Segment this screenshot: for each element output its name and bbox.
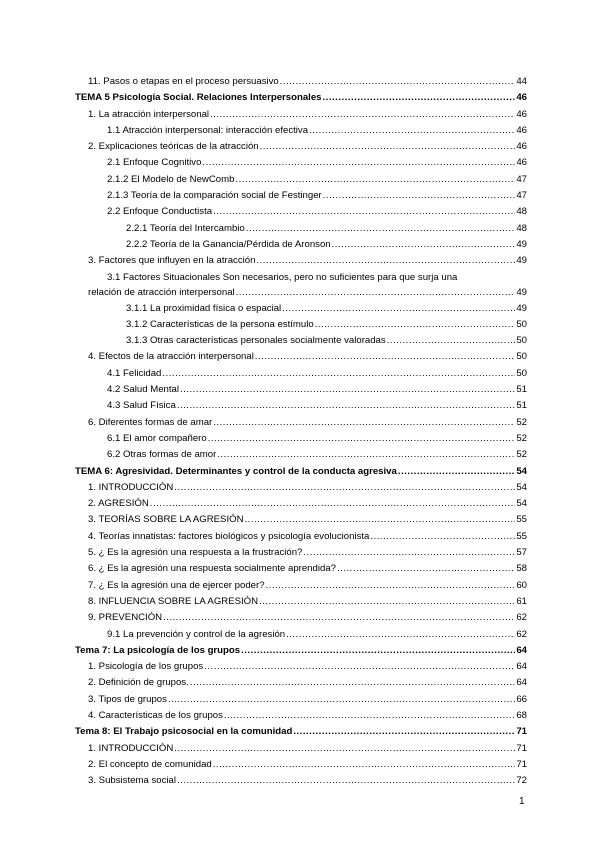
toc-entry[interactable] [75,757,527,773]
toc-entry-text: 9.1 La prevención y control de la agresión [107,628,286,640]
dot-leader [266,578,516,594]
toc-entry[interactable] [75,253,527,269]
toc-entry[interactable] [75,415,527,431]
dot-leader [217,447,515,463]
toc-page-number: 62 [516,612,527,624]
dot-leader [213,415,515,431]
dot-leader [177,773,515,789]
toc-entry-text: 11. Pasos o etapas en el proceso persuasivo [88,76,279,87]
dot-leader [174,741,515,757]
toc-page-number: 46 [516,108,527,120]
toc-page-number: 55 [516,514,527,526]
dot-leader [177,398,516,414]
toc-page-number: 49 [516,255,527,267]
toc-entry-text: 3.1 Factores Situacionales Son necesarios, pero no suficientes para que surja una [107,271,458,283]
dot-leader [202,155,515,171]
toc-page-number: 54 [516,465,527,477]
page-number: 1 [519,796,525,807]
dot-leader [309,123,515,139]
toc-entry[interactable] [75,480,527,496]
toc-page-number: 61 [516,595,527,607]
toc-page-number: 46 [516,92,527,104]
toc-entry-text: 4.2 Salud Mental [107,384,179,396]
toc-entry-text: 6. ¿ Es la agresión una respuesta socialmente aprendida? [88,563,336,575]
dot-leader [323,90,516,106]
toc-entry-text: 2. El concepto de comunidad [88,758,212,770]
toc-entry[interactable] [75,349,527,365]
dot-leader [236,285,516,301]
toc-page-number: 71 [516,742,527,754]
toc-page-number: 55 [516,530,527,542]
dot-leader [255,349,515,365]
dot-leader [370,529,515,545]
toc-page-number: 50 [516,351,527,363]
toc-page-number: 52 [516,449,527,461]
toc-page-number: 50 [516,367,527,379]
toc-page-number: 50 [516,335,527,347]
toc-page-number: 46 [516,141,527,153]
dot-leader [245,512,516,528]
dot-leader [280,74,516,90]
dot-leader [174,480,515,496]
toc-page-number: 64 [516,644,527,656]
toc-page-number: 57 [516,547,527,559]
toc-entry[interactable] [75,545,527,561]
toc-entry[interactable] [75,221,527,237]
toc-entry-text: 6.2 Otras formas de amor [107,449,217,461]
toc-page-number: 60 [516,579,527,591]
toc-entry-text: 9. PREVENCIÓN [88,612,163,624]
toc-entry-text: 6. Diferentes formas de amar [88,416,213,428]
toc-entry-text: 2. AGRESIÓN [88,498,149,510]
toc-page-number: 58 [516,563,527,575]
toc-entry[interactable] [75,578,527,594]
toc-entry-text-cont: relación de atracción interpersonal [88,287,235,299]
toc-entry-text: 2. Definición de grupos. [88,677,189,689]
toc-entry[interactable] [75,561,527,577]
toc-entry[interactable] [75,155,527,171]
dot-leader [168,692,515,708]
dot-leader [235,172,515,188]
toc-entry[interactable] [75,398,527,414]
toc-entry[interactable] [75,333,527,349]
toc-page-number: 62 [516,628,527,640]
toc-entry-text: TEMA 5 Psicología Social. Relaciones Interpersonales [75,92,322,104]
toc-entry[interactable] [75,188,527,204]
toc-entry[interactable] [75,659,527,675]
toc-entry-text: 4.3 Salud Física [107,400,176,412]
toc-chapter-entry[interactable] [75,724,527,740]
toc-entry-text: 1. INTRODUCCIÓN [88,742,174,754]
toc-entry-text: TEMA 6: Agresividad. Determinantes y control de la conducta agresiva [75,465,397,477]
toc-entry[interactable] [75,447,527,463]
toc-entry-text: 4. Teorías innatistas: factores biológicos y psicología evolucionista [88,530,370,542]
toc-entry[interactable] [75,675,527,691]
toc-entry[interactable] [75,594,527,610]
toc-entry-text: 7. ¿ Es la agresión una de ejercer poder? [88,579,265,591]
dot-leader [190,675,516,691]
toc-entry[interactable] [75,270,527,301]
toc-page-number: 49 [516,302,527,314]
toc-page-number: 47 [516,173,527,185]
dot-leader [241,643,515,659]
toc-entry-text: 3.1.1 La proximidad física o espacial [126,302,282,314]
toc-entry-text: 2.1 Enfoque Cognitivo [107,157,202,169]
dot-leader [213,204,515,220]
dot-leader [332,237,516,253]
toc-entry[interactable] [75,107,527,123]
toc-entry-text: 3. Factores que influyen en la atracción [88,255,256,267]
toc-entry[interactable] [75,317,527,333]
toc-entry[interactable] [75,204,527,220]
toc-page-number: 71 [516,758,527,770]
toc-page-number: 72 [516,775,527,787]
toc-entry[interactable] [75,301,527,317]
toc-entry-text: 1. INTRODUCCIÓN [88,481,174,493]
toc-entry-text: 3. Subsistema social [88,775,176,787]
toc-entry[interactable] [75,382,527,398]
toc-entry[interactable] [75,237,527,253]
toc-entry-text: 1. Psicología de los grupos [88,661,204,673]
dot-leader [398,464,515,480]
toc-entry-text: 4.1 Felicidad [107,367,162,379]
toc-page-number: 66 [516,693,527,705]
toc-entry-text: 4. Características de los grupos [88,709,223,721]
toc-page-number: 54 [516,498,527,510]
dot-leader [204,659,515,675]
toc-entry[interactable] [75,366,527,382]
toc-entry[interactable] [75,172,527,188]
toc-page-number: 71 [516,726,527,738]
toc-page-number: 64 [516,677,527,689]
dot-leader [387,333,516,349]
toc-page-number: 68 [516,709,527,721]
toc-entry[interactable] [75,692,527,708]
dot-leader [303,545,515,561]
toc-page-number: 50 [516,318,527,330]
toc-chapter-entry[interactable] [75,643,527,659]
dot-leader [210,107,515,123]
toc-entry-text: 2.1.2 El Modelo de NewComb [107,173,235,185]
toc-chapter-entry[interactable] [75,464,527,480]
toc-entry[interactable] [75,139,527,155]
table-of-contents [75,74,527,789]
toc-page-number: 48 [516,206,527,218]
toc-entry-text: 2.2.1 Teoría del Intercambio [126,222,245,234]
dot-leader [323,188,516,204]
dot-leader [163,610,515,626]
dot-leader [256,253,515,269]
dot-leader [282,301,515,317]
dot-leader [260,139,516,155]
toc-page-number: 47 [516,190,527,202]
toc-chapter-entry[interactable] [75,90,527,106]
toc-page-number: 46 [516,157,527,169]
toc-entry-text: Tema 7: La psicología de los grupos [75,644,241,656]
dot-leader [259,594,515,610]
toc-entry[interactable] [75,123,527,139]
toc-page-number: 49 [516,287,527,299]
toc-entry-text: 3.1.2 Características de la persona estímulo [126,318,314,330]
toc-page-number: 51 [516,384,527,396]
toc-entry[interactable] [75,708,527,724]
toc-entry[interactable] [75,431,527,447]
toc-page-number: 46 [516,124,527,136]
dot-leader [286,627,515,643]
toc-entry-text: 8. INFLUENCIA SOBRE LA AGRESIÓN [88,595,259,607]
dot-leader [162,366,515,382]
dot-leader [150,496,516,512]
toc-entry-text: 2.2.2 Teoría de la Ganancia/Pérdida de Aronson [126,238,331,250]
toc-entry[interactable] [75,610,527,626]
toc-page-number: 64 [516,661,527,673]
dot-leader [180,382,515,398]
toc-entry[interactable] [75,512,527,528]
toc-entry-text: 5. ¿ Es la agresión una respuesta a la frustración? [88,547,303,559]
toc-entry[interactable] [75,74,527,90]
dot-leader [224,708,515,724]
toc-page-number: 44 [516,76,527,87]
toc-entry-text: 3. TEORÍAS SOBRE LA AGRESIÓN [88,514,244,526]
toc-page-number: 51 [516,400,527,412]
toc-entry-text: 2. Explicaciones teóricas de la atracción [88,141,259,153]
toc-page-number: 48 [516,222,527,234]
toc-entry[interactable] [75,627,527,643]
toc-page-number: 52 [516,432,527,444]
toc-page-number: 52 [516,416,527,428]
toc-page-number: 54 [516,481,527,493]
toc-page-number: 49 [516,238,527,250]
toc-entry[interactable] [75,773,527,789]
toc-entry[interactable] [75,496,527,512]
toc-entry[interactable] [75,741,527,757]
toc-entry-text: 1.1 Atracción interpersonal: interacción efectiva [107,124,309,136]
dot-leader [208,431,516,447]
toc-entry-text: 3. Tipos de grupos [88,693,167,705]
toc-entry-text: 2.1.3 Teoría de la comparación social de Festinger [107,190,322,202]
toc-entry-text: Tema 8: El Trabajo psicosocial en la comunidad [75,726,293,738]
dot-leader [246,221,516,237]
dot-leader [337,561,515,577]
dot-leader [213,757,516,773]
toc-entry-text: 4. Efectos de la atracción interpersonal [88,351,254,363]
toc-entry[interactable] [75,529,527,545]
dot-leader [293,724,515,740]
toc-entry-text: 6.1 El amor compañero [107,432,207,444]
toc-entry-text: 3.1.3 Otras características personales socialmente valoradas [126,335,386,347]
toc-entry-text: 1. La atracción interpersonal [88,108,210,120]
toc-entry-text: 2.2 Enfoque Conductista [107,206,213,218]
dot-leader [315,317,516,333]
